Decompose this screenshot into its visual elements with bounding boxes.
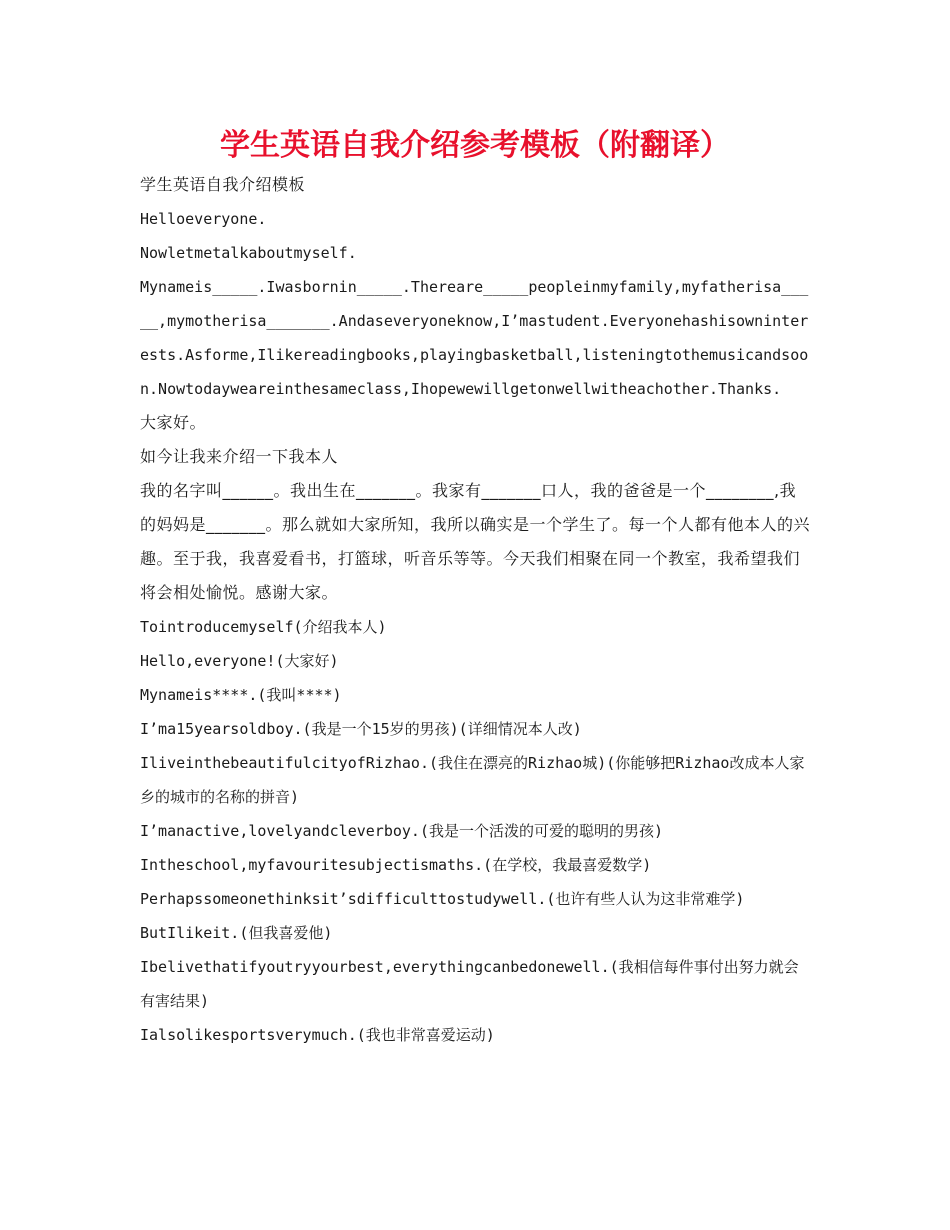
paragraph-favourite-subject: Intheschool,myfavouritesubjectismaths.(在学校，我最喜爱数学) bbox=[140, 856, 652, 874]
paragraph-age: I’ma15yearsoldboy.(我是一个15岁的男孩)(详细情况本人改) bbox=[140, 720, 582, 738]
document-body bbox=[140, 168, 812, 1052]
paragraph-hello-everyone: Hello,everyone!(大家好) bbox=[140, 652, 339, 670]
paragraph-hello-cn: 大家好。 bbox=[140, 413, 207, 432]
paragraph-try-best: Ibelivethatifyoutryyourbest,everythingcanbedonewell.(我相信每件事付出努力就会有害结果) bbox=[140, 958, 799, 1010]
paragraph-template-english: Mynameis_____.Iwasbornin_____.Thereare_____peopleinmyfamily,myfatherisa_____,mymotherisa_______.Andaseveryoneknow,I’mastudent.Everyonehashisowninterests.Asforme,Ilikereadingbooks,playingbasketball,listeningtothemusicandsoon.Nowtodayweareinthesameclass,Ihopewewillgetonwellwitheachother.Thanks. bbox=[140, 278, 809, 398]
document-title: 学生英语自我介绍参考模板（附翻译） bbox=[220, 128, 730, 163]
paragraph-personality: I’manactive,lovelyandcleverboy.(我是一个活泼的可爱的聪明的男孩) bbox=[140, 822, 664, 840]
paragraph-my-name: Mynameis****.(我叫****) bbox=[140, 686, 342, 704]
paragraph-hello: Helloeveryone. bbox=[140, 210, 267, 228]
paragraph-like-it: ButIlikeit.(但我喜爱他) bbox=[140, 924, 333, 942]
paragraph-city: IliveinthebeautifulcityofRizhao.(我住在漂亮的Rizhao城)(你能够把Rizhao改成本人家乡的城市的名称的拼音) bbox=[140, 754, 805, 806]
section-heading-template: 学生英语自我介绍模板 bbox=[140, 175, 306, 194]
paragraph-intro-cn: 如今让我来介绍一下我本人 bbox=[140, 447, 339, 466]
paragraph-template-cn: 我的名字叫______。我出生在_______。我家有_______口人，我的爸爸是一个________,我的妈妈是_______。那么就如大家所知，我所以确实是一个学生了。每一个人都有他本人的兴趣。至于我，我喜爱看书，打篮球，听音乐等等。今天我们相聚在同一个教室，我希望我们将会相处愉悦。感谢大家。 bbox=[140, 481, 811, 602]
paragraph-introduce-myself: Tointroducemyself(介绍我本人) bbox=[140, 618, 387, 636]
paragraph-talk-about-myself: Nowletmetalkaboutmyself. bbox=[140, 244, 357, 262]
paragraph-sports: Ialsolikesportsverymuch.(我也非常喜爱运动) bbox=[140, 1026, 495, 1044]
paragraph-difficult: Perhapssomeonethinksit’sdifficulttostudywell.(也许有些人认为这非常难学) bbox=[140, 890, 745, 908]
